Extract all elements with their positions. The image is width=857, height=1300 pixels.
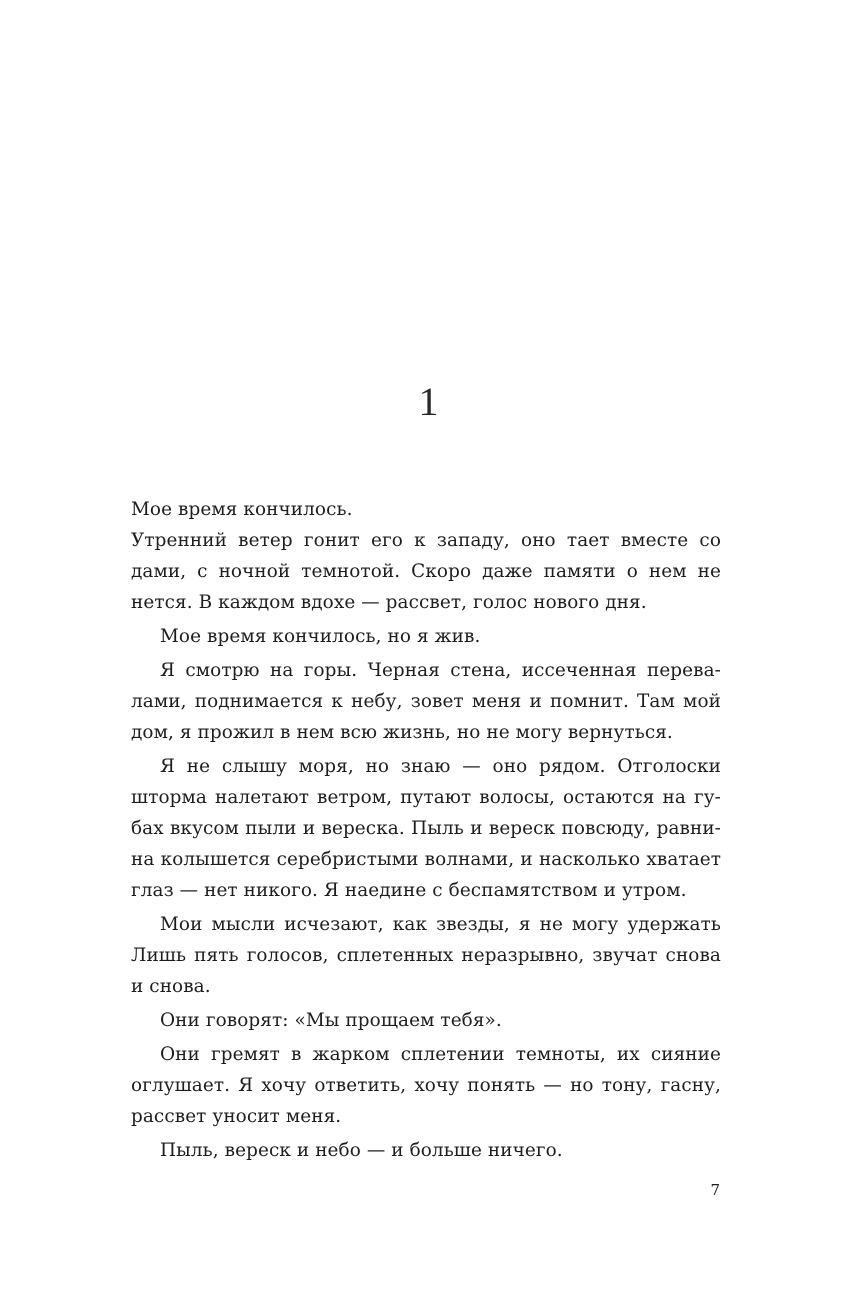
text-line: Они гремят в жарком сплетении темноты, их сияние [160, 1044, 721, 1065]
text-line: глаз — нет никого. Я наедине с беспамятством и утром. [131, 880, 687, 901]
text-line: оглушает. Я хочу ответить, хочу понять — но тону, гасну, [131, 1075, 721, 1096]
text-line: Мое время кончилось, но я жив. [160, 626, 481, 647]
text-line: Мои мысли исчезают, как звезды, я не могу удержать [160, 914, 721, 935]
page-number: 7 [710, 1181, 720, 1199]
text-line: Я смотрю на горы. Черная стена, иссеченная перева- [160, 660, 721, 681]
text-line: и снова. [131, 976, 211, 997]
text-line: на колышется серебристыми волнами, и насколько хватает [131, 849, 721, 870]
chapter-number: 1 [418, 379, 439, 424]
text-line: Мое время кончилось. [131, 499, 353, 520]
text-line: рассвет уносит меня. [131, 1106, 342, 1127]
text-line: Утренний ветер гонит его к западу, оно тает вместе со [131, 530, 721, 551]
text-line: Пыль, вереск и небо — и больше ничего. [160, 1140, 563, 1161]
chapter-text [131, 494, 721, 1166]
text-line: Я не слышу моря, но знаю — оно рядом. Отголоски [160, 756, 721, 777]
text-line: лами, поднимается к небу, зовет меня и помнит. Там мой [131, 691, 721, 712]
text-line: дами, с ночной темнотой. Скоро даже памяти о нем не [131, 561, 721, 582]
text-line: дом, я прожил в нем всю жизнь, но не могу вернуться. [131, 722, 673, 743]
text-line: Лишь пять голосов, сплетенных неразрывно, звучат снова [131, 945, 721, 966]
text-line: нется. В каждом вдохе — рассвет, голос нового дня. [131, 592, 647, 613]
text-line: Они говорят: «Мы прощаем тебя». [160, 1010, 502, 1031]
text-line: шторма налетают ветром, путают волосы, остаются на гу- [131, 787, 721, 808]
text-line: бах вкусом пыли и вереска. Пыль и вереск повсюду, равни- [131, 818, 721, 839]
